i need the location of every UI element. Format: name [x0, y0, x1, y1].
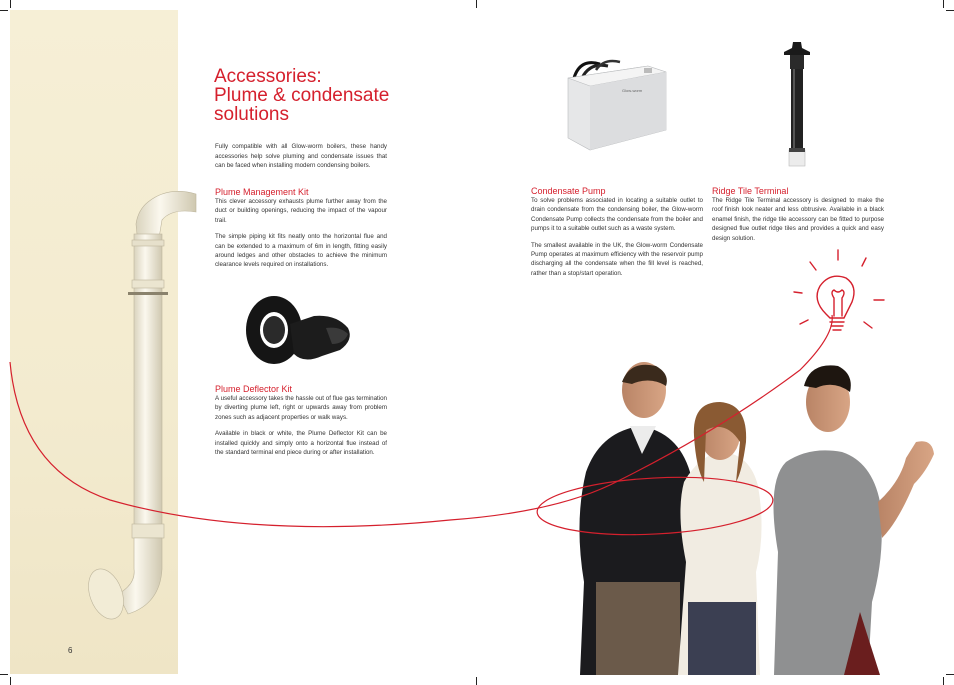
pump-brand-label: Glow-worm	[622, 88, 643, 93]
section-heading: Plume Management Kit	[215, 187, 309, 197]
intro-paragraph: Fully compatible with all Glow-worm boilers, these handy accessories help solve pluming and condensate issues that can be faced when installing modern condensing boilers.	[215, 143, 387, 170]
section-paragraph: A useful accessory takes the hassle out of flue gas termination by diverting plume left, right or upwards away from problem zones such as adjacent properties or walk ways.	[215, 395, 387, 421]
section-paragraph: Available in black or white, the Plume Deflector Kit can be installed quickly and simply onto a horizontal flue instead of the standard terminal end piece during or after installation.	[215, 430, 387, 457]
section-heading: Ridge Tile Terminal	[712, 186, 789, 196]
page-number: 6	[68, 646, 73, 655]
section-heading: Condensate Pump	[531, 186, 606, 196]
section-paragraph: The smallest available in the UK, the Glow-worm Condensate Pump operates at maximum efficiency with the reservoir pump discharging all the condensate when the fill level is reached, rather than a stop/start operation.	[531, 241, 703, 277]
section-paragraph: To solve problems associated in locating a suitable outlet to drain condensate from the condensing boiler, the Glow-worm Condensate Pump collects the condensate from the boiler and pumps it to a suitable outlet such as a waste system.	[531, 197, 703, 233]
page-title: Accessories: Plume & condensate solutions	[214, 66, 390, 125]
section-paragraph: The Ridge Tile Terminal accessory is designed to make the roof finish look neater and less obtrusive. Available in a black enamel finish, the ridge tile accessory can be fitted to purpose designed flue outlet ridge tiles and provides a quick and easy design solution.	[712, 197, 884, 242]
section-paragraph: This clever accessory exhausts plume further away from the duct or building openings, reducing the impact of the vapour trail.	[215, 198, 387, 224]
section-heading: Plume Deflector Kit	[215, 384, 293, 394]
section-paragraph: The simple piping kit fits neatly onto the horizontal flue and can be extended to a maximum of 6m in length, fitting easily around ledges and other obstacles to achieve the minimum clearance levels required on installations.	[215, 233, 387, 269]
